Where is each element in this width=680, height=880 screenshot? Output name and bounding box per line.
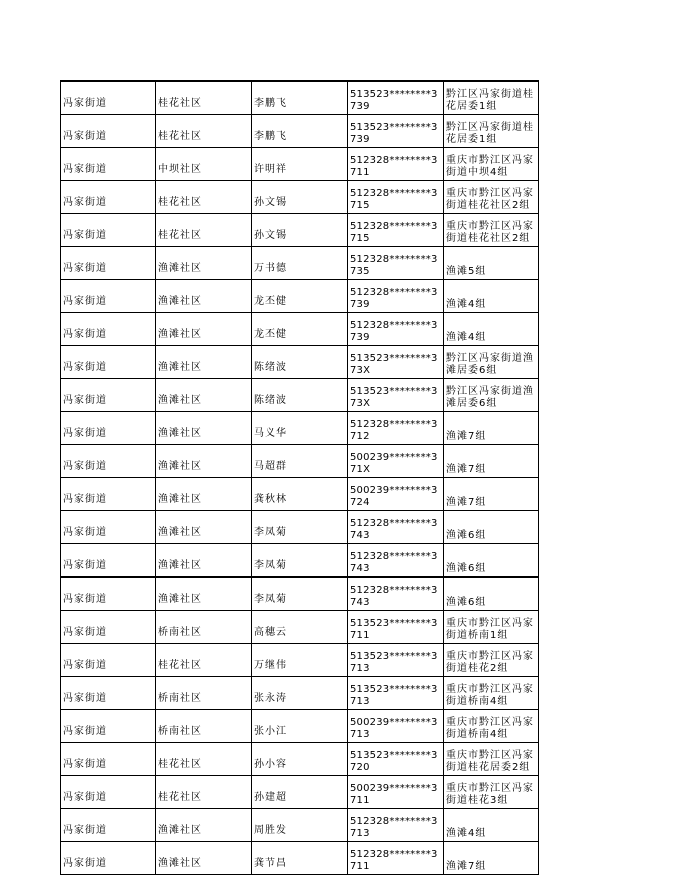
community-cell: 桥南社区 xyxy=(156,710,252,743)
community-cell: 渔滩社区 xyxy=(156,379,252,412)
community-cell: 中坝社区 xyxy=(156,148,252,181)
address-cell: 重庆市黔江区冯家街道桂花3组 xyxy=(444,776,539,809)
id-number-cell: 513523********3713 xyxy=(348,677,444,710)
id-number-cell: 513523********3739 xyxy=(348,81,444,115)
name-cell: 万继伟 xyxy=(252,644,348,677)
id-number-cell: 500239********371X xyxy=(348,445,444,478)
name-cell: 许明祥 xyxy=(252,148,348,181)
table-row xyxy=(61,280,539,313)
name-cell: 李鹏飞 xyxy=(252,115,348,148)
street-cell: 冯家街道 xyxy=(61,644,156,677)
id-number-cell: 513523********373X xyxy=(348,379,444,412)
community-cell: 渔滩社区 xyxy=(156,809,252,842)
table-row xyxy=(61,511,539,544)
name-cell: 马义华 xyxy=(252,412,348,445)
address-cell: 黔江区冯家街道桂花居委1组 xyxy=(444,115,539,148)
id-number-cell: 512328********3735 xyxy=(348,247,444,280)
id-number-cell: 512328********3715 xyxy=(348,214,444,247)
community-cell: 桂花社区 xyxy=(156,214,252,247)
street-cell: 冯家街道 xyxy=(61,710,156,743)
community-cell: 渔滩社区 xyxy=(156,544,252,578)
street-cell: 冯家街道 xyxy=(61,611,156,644)
name-cell: 周胜发 xyxy=(252,809,348,842)
address-cell: 重庆市黔江区冯家街道中坝4组 xyxy=(444,148,539,181)
table-row xyxy=(61,181,539,214)
address-cell: 重庆市黔江区冯家街道桥南1组 xyxy=(444,611,539,644)
id-number-cell: 512328********3711 xyxy=(348,842,444,875)
name-cell: 张小江 xyxy=(252,710,348,743)
community-cell: 渔滩社区 xyxy=(156,346,252,379)
name-cell: 孙文锡 xyxy=(252,181,348,214)
community-cell: 渔滩社区 xyxy=(156,511,252,544)
id-number-cell: 512328********3711 xyxy=(348,148,444,181)
id-number-cell: 512328********3743 xyxy=(348,511,444,544)
id-number-cell: 512328********3743 xyxy=(348,544,444,578)
data-table xyxy=(60,80,539,875)
name-cell: 龙丕健 xyxy=(252,313,348,346)
table-row xyxy=(61,346,539,379)
address-cell: 黔江区冯家街道渔滩居委6组 xyxy=(444,346,539,379)
community-cell: 渔滩社区 xyxy=(156,280,252,313)
address-cell: 渔滩6组 xyxy=(444,544,539,578)
community-cell: 桂花社区 xyxy=(156,81,252,115)
table-row xyxy=(61,809,539,842)
name-cell: 李凤菊 xyxy=(252,577,348,611)
name-cell: 李鹏飞 xyxy=(252,81,348,115)
address-cell: 重庆市黔江区冯家街道桥南4组 xyxy=(444,710,539,743)
street-cell: 冯家街道 xyxy=(61,81,156,115)
community-cell: 渔滩社区 xyxy=(156,247,252,280)
street-cell: 冯家街道 xyxy=(61,776,156,809)
address-cell: 渔滩7组 xyxy=(444,842,539,875)
name-cell: 龙丕健 xyxy=(252,280,348,313)
name-cell: 李凤菊 xyxy=(252,511,348,544)
community-cell: 渔滩社区 xyxy=(156,412,252,445)
community-cell: 渔滩社区 xyxy=(156,842,252,875)
community-cell: 桂花社区 xyxy=(156,115,252,148)
id-number-cell: 513523********3739 xyxy=(348,115,444,148)
table-row xyxy=(61,743,539,776)
street-cell: 冯家街道 xyxy=(61,743,156,776)
street-cell: 冯家街道 xyxy=(61,214,156,247)
table-row xyxy=(61,247,539,280)
id-number-cell: 500239********3713 xyxy=(348,710,444,743)
address-cell: 渔滩7组 xyxy=(444,412,539,445)
community-cell: 桂花社区 xyxy=(156,181,252,214)
table-row xyxy=(61,478,539,511)
street-cell: 冯家街道 xyxy=(61,478,156,511)
community-cell: 桂花社区 xyxy=(156,644,252,677)
name-cell: 孙小容 xyxy=(252,743,348,776)
table-row xyxy=(61,577,539,611)
address-cell: 黔江区冯家街道桂花居委1组 xyxy=(444,81,539,115)
community-cell: 渔滩社区 xyxy=(156,445,252,478)
id-number-cell: 512328********3715 xyxy=(348,181,444,214)
table-row xyxy=(61,677,539,710)
id-number-cell: 500239********3711 xyxy=(348,776,444,809)
table-row xyxy=(61,148,539,181)
street-cell: 冯家街道 xyxy=(61,809,156,842)
street-cell: 冯家街道 xyxy=(61,544,156,578)
address-cell: 重庆市黔江区冯家街道桥南4组 xyxy=(444,677,539,710)
street-cell: 冯家街道 xyxy=(61,280,156,313)
street-cell: 冯家街道 xyxy=(61,677,156,710)
address-cell: 渔滩7组 xyxy=(444,478,539,511)
community-cell: 桥南社区 xyxy=(156,611,252,644)
community-cell: 渔滩社区 xyxy=(156,313,252,346)
street-cell: 冯家街道 xyxy=(61,247,156,280)
name-cell: 万书德 xyxy=(252,247,348,280)
table-row xyxy=(61,776,539,809)
street-cell: 冯家街道 xyxy=(61,577,156,611)
table-row xyxy=(61,644,539,677)
table-row xyxy=(61,544,539,578)
id-number-cell: 500239********3724 xyxy=(348,478,444,511)
community-cell: 渔滩社区 xyxy=(156,478,252,511)
table-row xyxy=(61,710,539,743)
street-cell: 冯家街道 xyxy=(61,412,156,445)
address-cell: 渔滩6组 xyxy=(444,511,539,544)
name-cell: 张永涛 xyxy=(252,677,348,710)
id-number-cell: 513523********3713 xyxy=(348,644,444,677)
street-cell: 冯家街道 xyxy=(61,842,156,875)
street-cell: 冯家街道 xyxy=(61,115,156,148)
id-number-cell: 512328********3712 xyxy=(348,412,444,445)
street-cell: 冯家街道 xyxy=(61,148,156,181)
name-cell: 龚秋林 xyxy=(252,478,348,511)
id-number-cell: 513523********373X xyxy=(348,346,444,379)
id-number-cell: 512328********3743 xyxy=(348,577,444,611)
address-cell: 渔滩4组 xyxy=(444,280,539,313)
community-cell: 桂花社区 xyxy=(156,743,252,776)
street-cell: 冯家街道 xyxy=(61,313,156,346)
address-cell: 重庆市黔江区冯家街道桂花社区2组 xyxy=(444,181,539,214)
community-cell: 桂花社区 xyxy=(156,776,252,809)
id-number-cell: 513523********3720 xyxy=(348,743,444,776)
id-number-cell: 512328********3713 xyxy=(348,809,444,842)
table-row xyxy=(61,81,539,115)
id-number-cell: 512328********3739 xyxy=(348,280,444,313)
street-cell: 冯家街道 xyxy=(61,511,156,544)
table-row xyxy=(61,115,539,148)
address-cell: 重庆市黔江区冯家街道桂花2组 xyxy=(444,644,539,677)
table-row xyxy=(61,611,539,644)
name-cell: 陈绪波 xyxy=(252,379,348,412)
name-cell: 马超群 xyxy=(252,445,348,478)
id-number-cell: 513523********3711 xyxy=(348,611,444,644)
street-cell: 冯家街道 xyxy=(61,181,156,214)
community-cell: 渔滩社区 xyxy=(156,577,252,611)
name-cell: 高穗云 xyxy=(252,611,348,644)
address-cell: 重庆市黔江区冯家街道桂花居委2组 xyxy=(444,743,539,776)
name-cell: 孙建超 xyxy=(252,776,348,809)
table-row xyxy=(61,445,539,478)
address-cell: 渔滩4组 xyxy=(444,313,539,346)
table-row xyxy=(61,379,539,412)
address-cell: 黔江区冯家街道渔滩居委6组 xyxy=(444,379,539,412)
address-cell: 渔滩5组 xyxy=(444,247,539,280)
table-row xyxy=(61,313,539,346)
address-cell: 重庆市黔江区冯家街道桂花社区2组 xyxy=(444,214,539,247)
address-cell: 渔滩4组 xyxy=(444,809,539,842)
name-cell: 孙文锡 xyxy=(252,214,348,247)
street-cell: 冯家街道 xyxy=(61,379,156,412)
id-number-cell: 512328********3739 xyxy=(348,313,444,346)
name-cell: 龚节昌 xyxy=(252,842,348,875)
name-cell: 李凤菊 xyxy=(252,544,348,578)
table-row xyxy=(61,842,539,875)
community-cell: 桥南社区 xyxy=(156,677,252,710)
street-cell: 冯家街道 xyxy=(61,445,156,478)
name-cell: 陈绪波 xyxy=(252,346,348,379)
table-row xyxy=(61,412,539,445)
address-cell: 渔滩7组 xyxy=(444,445,539,478)
address-cell: 渔滩6组 xyxy=(444,577,539,611)
street-cell: 冯家街道 xyxy=(61,346,156,379)
table-row xyxy=(61,214,539,247)
